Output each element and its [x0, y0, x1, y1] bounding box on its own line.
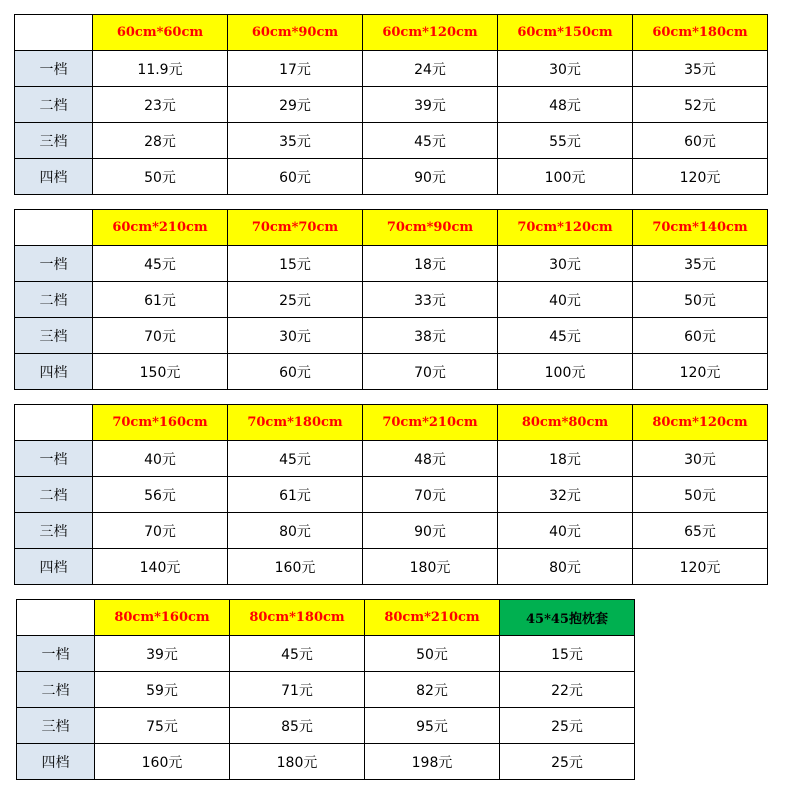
price-cell: 70元	[363, 354, 498, 390]
corner-cell	[15, 210, 93, 246]
price-cell: 39元	[95, 636, 230, 672]
price-cell: 60元	[228, 159, 363, 195]
price-cell: 70元	[93, 318, 228, 354]
table-row	[17, 636, 635, 672]
price-cell: 17元	[228, 51, 363, 87]
price-cell: 30元	[498, 246, 633, 282]
table-row	[15, 354, 768, 390]
tier-label: 三档	[15, 318, 93, 354]
tier-label: 四档	[15, 354, 93, 390]
price-cell: 90元	[363, 513, 498, 549]
price-cell: 40元	[498, 282, 633, 318]
price-cell: 65元	[633, 513, 768, 549]
price-cell: 60元	[633, 123, 768, 159]
corner-cell	[15, 15, 93, 51]
price-cell: 198元	[365, 744, 500, 780]
table-row	[15, 549, 768, 585]
table-row	[15, 477, 768, 513]
table-row	[17, 708, 635, 744]
corner-cell	[15, 405, 93, 441]
tier-label: 四档	[17, 744, 95, 780]
price-cell: 59元	[95, 672, 230, 708]
price-cell: 28元	[93, 123, 228, 159]
price-cell: 48元	[498, 87, 633, 123]
tier-label: 三档	[17, 708, 95, 744]
price-cell: 32元	[498, 477, 633, 513]
price-cell: 11.9元	[93, 51, 228, 87]
price-cell: 18元	[363, 246, 498, 282]
price-cell: 25元	[228, 282, 363, 318]
tier-label: 四档	[15, 549, 93, 585]
price-cell: 45元	[230, 636, 365, 672]
price-cell: 95元	[365, 708, 500, 744]
size-header: 70cm*160cm	[93, 405, 228, 441]
size-header: 60cm*60cm	[93, 15, 228, 51]
price-cell: 70元	[363, 477, 498, 513]
price-cell: 39元	[363, 87, 498, 123]
table-row	[17, 744, 635, 780]
price-cell: 61元	[228, 477, 363, 513]
price-cell: 61元	[93, 282, 228, 318]
price-cell: 50元	[365, 636, 500, 672]
size-header: 70cm*210cm	[363, 405, 498, 441]
table-row	[15, 318, 768, 354]
tier-label: 二档	[15, 282, 93, 318]
price-cell: 15元	[500, 636, 635, 672]
price-cell: 100元	[498, 159, 633, 195]
price-cell: 85元	[230, 708, 365, 744]
size-header: 60cm*120cm	[363, 15, 498, 51]
size-header: 80cm*80cm	[498, 405, 633, 441]
table-header-row	[15, 405, 768, 441]
tier-label: 一档	[15, 51, 93, 87]
price-cell: 29元	[228, 87, 363, 123]
size-header: 60cm*90cm	[228, 15, 363, 51]
size-header: 80cm*160cm	[95, 600, 230, 636]
pillowcase-header: 45*45抱枕套	[500, 600, 635, 636]
table-header-row	[15, 15, 768, 51]
price-cell: 50元	[633, 282, 768, 318]
price-cell: 140元	[93, 549, 228, 585]
price-cell: 180元	[230, 744, 365, 780]
price-cell: 45元	[228, 441, 363, 477]
price-cell: 75元	[95, 708, 230, 744]
price-cell: 18元	[498, 441, 633, 477]
tier-label: 三档	[15, 513, 93, 549]
tier-label: 一档	[15, 246, 93, 282]
price-cell: 60元	[228, 354, 363, 390]
size-header: 80cm*180cm	[230, 600, 365, 636]
size-header: 60cm*210cm	[93, 210, 228, 246]
size-header: 60cm*150cm	[498, 15, 633, 51]
tier-label: 四档	[15, 159, 93, 195]
price-cell: 30元	[498, 51, 633, 87]
table-row	[17, 672, 635, 708]
table-row	[15, 282, 768, 318]
price-cell: 15元	[228, 246, 363, 282]
price-cell: 71元	[230, 672, 365, 708]
table-header-row	[15, 210, 768, 246]
table-row	[15, 513, 768, 549]
price-cell: 52元	[633, 87, 768, 123]
price-cell: 50元	[633, 477, 768, 513]
size-header: 70cm*90cm	[363, 210, 498, 246]
price-cell: 80元	[228, 513, 363, 549]
price-cell: 25元	[500, 744, 635, 780]
price-table-2	[14, 209, 768, 390]
size-header: 70cm*120cm	[498, 210, 633, 246]
tier-label: 三档	[15, 123, 93, 159]
price-table-3	[14, 404, 768, 585]
price-cell: 30元	[228, 318, 363, 354]
size-header: 80cm*210cm	[365, 600, 500, 636]
price-cell: 80元	[498, 549, 633, 585]
table-header-row	[17, 600, 635, 636]
tier-label: 二档	[15, 477, 93, 513]
price-cell: 150元	[93, 354, 228, 390]
price-cell: 120元	[633, 549, 768, 585]
size-header: 70cm*180cm	[228, 405, 363, 441]
corner-cell	[17, 600, 95, 636]
price-cell: 33元	[363, 282, 498, 318]
size-header: 80cm*120cm	[633, 405, 768, 441]
price-cell: 50元	[93, 159, 228, 195]
tier-label: 二档	[15, 87, 93, 123]
size-header: 70cm*140cm	[633, 210, 768, 246]
price-cell: 60元	[633, 318, 768, 354]
tier-label: 一档	[15, 441, 93, 477]
price-cell: 120元	[633, 354, 768, 390]
table-row	[15, 87, 768, 123]
price-cell: 35元	[228, 123, 363, 159]
price-cell: 160元	[95, 744, 230, 780]
table-row	[15, 246, 768, 282]
price-cell: 45元	[498, 318, 633, 354]
table-row	[15, 51, 768, 87]
table-row	[15, 123, 768, 159]
price-cell: 160元	[228, 549, 363, 585]
price-cell: 35元	[633, 246, 768, 282]
price-cell: 22元	[500, 672, 635, 708]
price-cell: 45元	[363, 123, 498, 159]
price-cell: 100元	[498, 354, 633, 390]
price-cell: 55元	[498, 123, 633, 159]
price-cell: 120元	[633, 159, 768, 195]
price-cell: 180元	[363, 549, 498, 585]
tier-label: 二档	[17, 672, 95, 708]
price-cell: 30元	[633, 441, 768, 477]
price-table-1	[14, 14, 768, 195]
price-table-4	[16, 599, 635, 780]
price-cell: 56元	[93, 477, 228, 513]
price-cell: 45元	[93, 246, 228, 282]
price-cell: 24元	[363, 51, 498, 87]
price-cell: 23元	[93, 87, 228, 123]
size-header: 70cm*70cm	[228, 210, 363, 246]
table-row	[15, 441, 768, 477]
size-header: 60cm*180cm	[633, 15, 768, 51]
price-cell: 48元	[363, 441, 498, 477]
price-cell: 82元	[365, 672, 500, 708]
price-cell: 25元	[500, 708, 635, 744]
price-cell: 40元	[93, 441, 228, 477]
price-cell: 70元	[93, 513, 228, 549]
table-row	[15, 159, 768, 195]
price-cell: 38元	[363, 318, 498, 354]
tier-label: 一档	[17, 636, 95, 672]
price-cell: 90元	[363, 159, 498, 195]
price-cell: 35元	[633, 51, 768, 87]
price-cell: 40元	[498, 513, 633, 549]
